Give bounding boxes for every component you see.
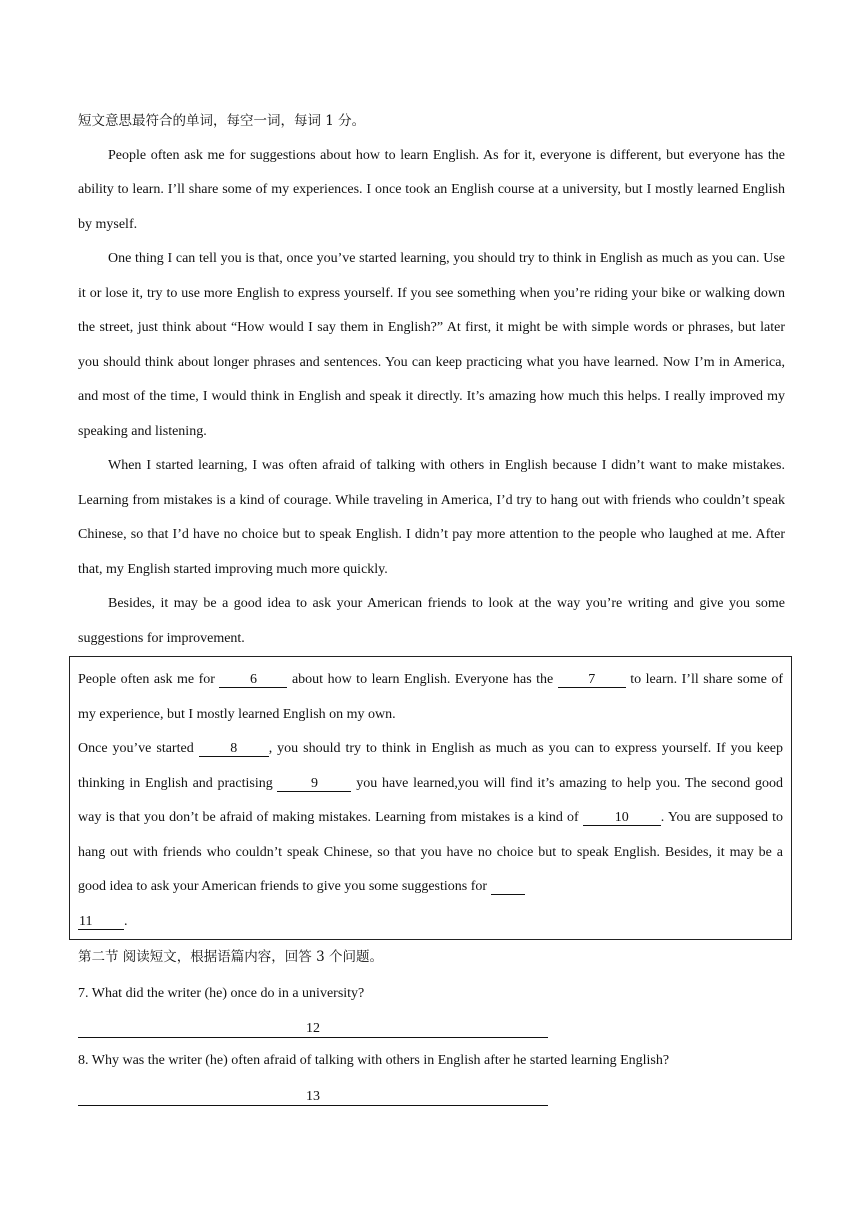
summary-text: about how to learn English. Everyone has the	[287, 672, 558, 687]
blank-10[interactable]: 10	[583, 810, 661, 826]
blank-9[interactable]: 9	[277, 776, 351, 792]
summary-text: , you should try to think in English as much as you can to express yourself. If you keep thinking in English and practising	[78, 741, 783, 791]
answer-line-13[interactable]: 13	[78, 1089, 548, 1106]
passage-paragraph-3: When I started learning, I was often afraid of talking with others in English because I didn’t want to make mistakes. Learning from mistakes is a kind of courage. While traveling in America, I’d try to hang out with friends who couldn’t speak Chinese, so that I’d have no choice but to speak English. I didn’t pay more attention to the people who laughed at me. After that, my English started improving much more quickly.	[78, 458, 785, 577]
blank-8[interactable]: 8	[199, 741, 269, 757]
section-2-heading: 第二节 阅读短文，根据语篇内容，回答 3 个问题。	[78, 949, 383, 965]
instructions-continued: 短文意思最符合的单词，每空一词，每词 1 分。	[78, 113, 366, 129]
summary-text: you have learned,you will find it’s amazing to help you. The second good way is that you don’t be afraid of making mistakes. Learning from mistakes is a kind of	[78, 775, 784, 825]
blank-7[interactable]: 7	[558, 672, 626, 688]
worksheet-page	[78, 104, 785, 1112]
summary-box	[69, 656, 792, 940]
blank-11[interactable]: 11	[78, 914, 124, 930]
passage-paragraph-4: Besides, it may be a good idea to ask your American friends to look at the way you’re writing and give you some suggestions for improvement.	[78, 596, 785, 646]
question-8: 8. Why was the writer (he) often afraid of talking with others in English after he started learning English?	[78, 1053, 670, 1068]
summary-text: .	[124, 913, 128, 929]
summary-paragraph-2	[78, 732, 783, 939]
passage-paragraph-2: One thing I can tell you is that, once you’ve started learning, you should try to think in English as much as you can. Use it or lose it, try to use more English to express yourself. If you see something when you’re riding your bike or walking down the street, just think about “How would I say them in English?” At first, it might be with simple words or phrases, but later you should think about longer phrases and sentences. You can keep practicing what you have learned. Now I’m in America, and most of the time, I would think in English and speak it directly. It’s amazing how much this helps. I really improved my speaking and listening.	[78, 251, 785, 439]
summary-text: to learn. I’ll share some of my experience, but I mostly learned English on my own.	[78, 672, 783, 722]
answer-line-12[interactable]: 12	[78, 1021, 548, 1038]
summary-paragraph-1	[78, 663, 783, 732]
blank-6[interactable]: 6	[219, 672, 287, 688]
summary-text: . You are supposed to hang out with friends who couldn’t speak Chinese, so that you have no choice but to speak English. Besides, it may be a good idea to ask your American friends to give you some suggestions for	[78, 810, 783, 894]
passage-paragraph-1: People often ask me for suggestions about how to learn English. As for it, everyone is different, but everyone has the ability to learn. I’ll share some of my experiences. I once took an English course at a university, but I mostly learned English by myself.	[78, 147, 785, 232]
summary-text: People often ask me for	[78, 672, 220, 687]
summary-text: Once you’ve started	[78, 741, 199, 756]
question-7: 7. What did the writer (he) once do in a university?	[78, 985, 365, 1001]
blank-11-start[interactable]	[491, 879, 525, 895]
